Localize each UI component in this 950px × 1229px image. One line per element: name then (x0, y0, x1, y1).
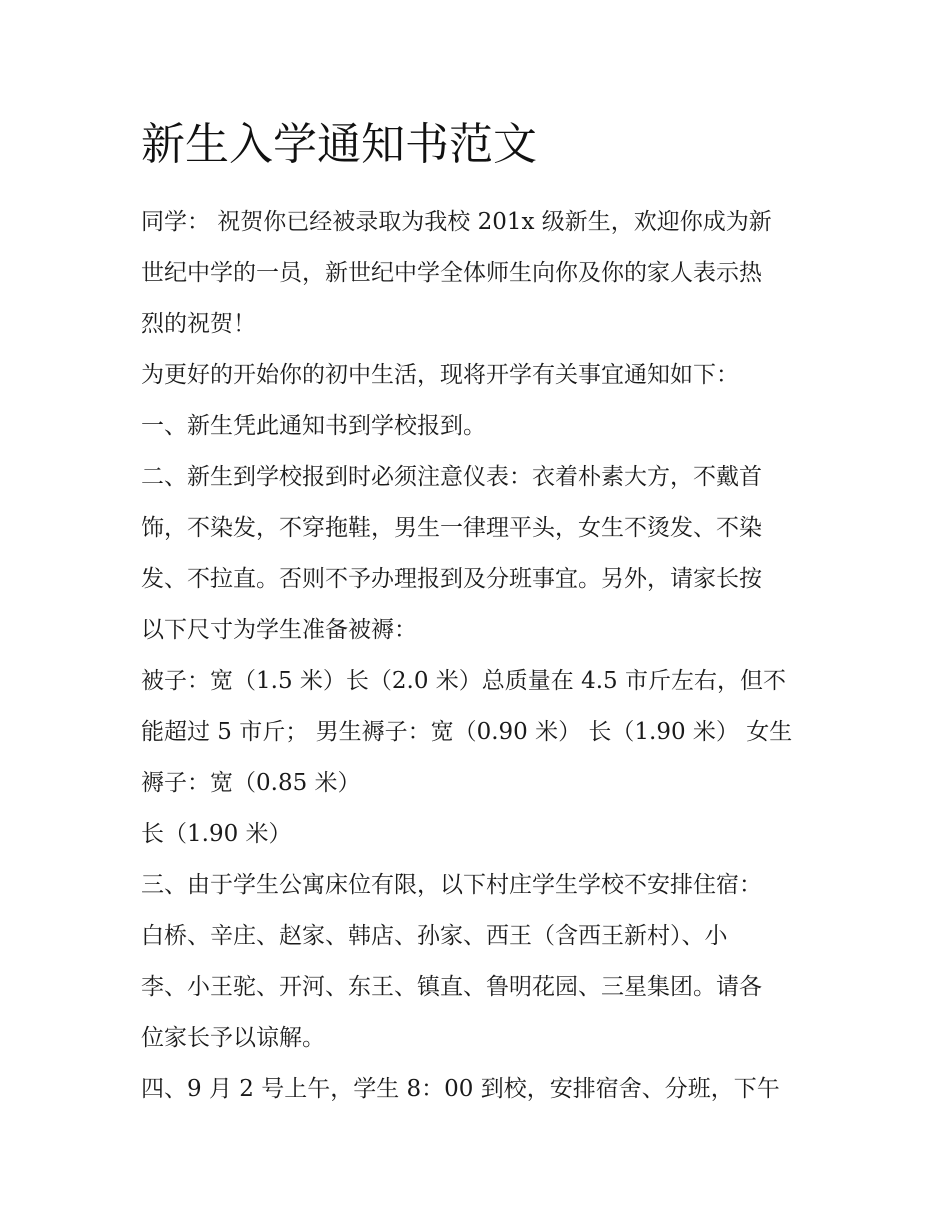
body-line: 四、9 月 2 号上午，学生 8：00 到校，安排宿舍、分班，下午 (141, 1076, 780, 1102)
body-line: 位家长予以谅解。 (141, 1025, 325, 1051)
body-line: 李、小王驼、开河、东王、镇直、鲁明花园、三星集团。请各 (141, 974, 762, 1000)
body-line: 发、不拉直。否则不予办理报到及分班事宜。另外，请家长按 (141, 566, 762, 592)
body-line: 饰，不染发，不穿拖鞋，男生一律理平头，女生不烫发、不染 (141, 515, 762, 541)
body-line: 三、由于学生公寓床位有限，以下村庄学生学校不安排住宿： (141, 872, 762, 898)
body-line: 同学： 祝贺你已经被录取为我校 201x 级新生，欢迎你成为新 (141, 209, 772, 235)
body-line: 二、新生到学校报到时必须注意仪表：衣着朴素大方，不戴首 (141, 464, 762, 490)
document-body (141, 197, 821, 1115)
body-line: 世纪中学的一员，新世纪中学全体师生向你及你的家人表示热 (141, 260, 762, 286)
body-line: 能超过 5 市斤； 男生褥子：宽（0.90 米） 长（1.90 米） 女生 (141, 719, 793, 745)
body-line: 烈的祝贺！ (141, 311, 256, 337)
body-line: 以下尺寸为学生准备被褥： (141, 617, 417, 643)
body-line: 褥子：宽（0.85 米） (141, 770, 361, 796)
body-line: 一、新生凭此通知书到学校报到。 (141, 413, 486, 439)
document-title: 新生入学通知书范文 (141, 119, 537, 170)
body-line: 白桥、辛庄、赵家、韩店、孙家、西王（含西王新村）、小 (141, 923, 728, 949)
body-line: 为更好的开始你的初中生活，现将开学有关事宜通知如下： (141, 362, 739, 388)
body-line: 被子：宽（1.5 米）长（2.0 米）总质量在 4.5 市斤左右，但不 (141, 668, 786, 694)
body-line: 长（1.90 米） (141, 821, 292, 847)
